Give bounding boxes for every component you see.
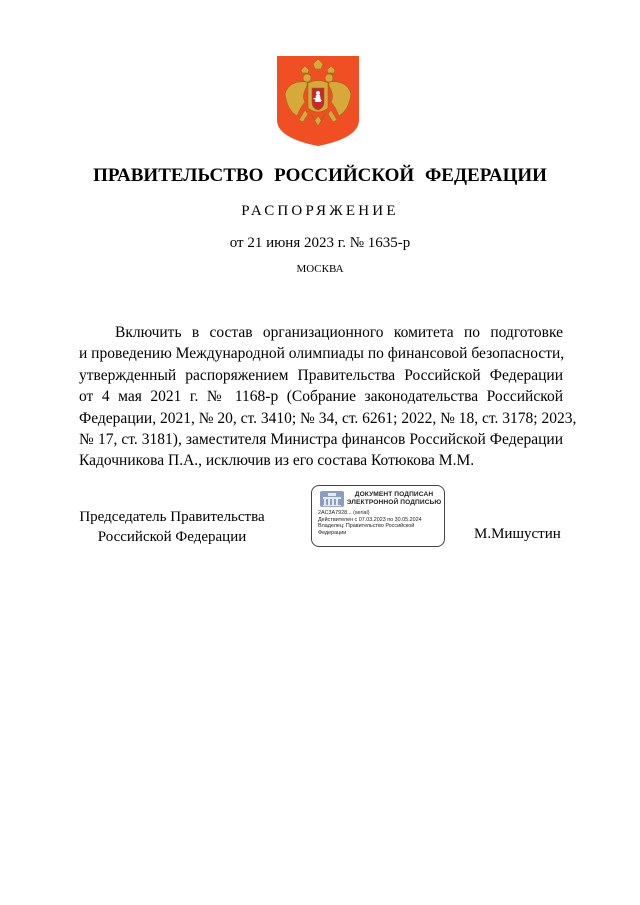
document-type: РАСПОРЯЖЕНИЕ [241,203,399,219]
order-body-text [79,322,577,472]
stamp-certificate: 2AC3A7928... (serial) [318,510,370,516]
body-line: Включить в состав организационного комитета по подготовке [115,324,563,341]
body-line: и проведению Международной олимпиады по финансовой безопасности, [79,345,565,363]
stamp-heading-line: ДОКУМЕНТ ПОДПИСАН [354,491,434,498]
document-date-number: от 21 июня 2023 г. № 1635-р [229,235,411,251]
body-line: Кадочникова П.А., исключив из его состава Котюкова М.М. [79,452,475,470]
signer-position-line: Председатель Правительства [79,509,265,525]
body-line: Федерации, 2021, № 20, ст. 3410; № 34, ст. 6261; 2022, № 18, ст. 3178; 2023, [79,409,577,427]
coat-of-arms-emblem [277,56,359,146]
stamp-heading-line: ЭЛЕКТРОННОЙ ПОДПИСЬЮ [346,499,442,506]
government-building-icon [319,490,345,508]
document-city: МОСКВА [296,263,344,275]
body-line: № 17, ст. 3181), заместителя Министра финансов Российской Федерации [79,431,563,449]
signer-name: М.Мишустин [474,526,561,542]
signer-position [72,507,272,547]
stamp-owner: Федерации [318,529,347,536]
stamp-validity: Действителен с 07.03.2023 по 30.05.2024 [318,516,422,523]
stamp-heading [346,491,442,507]
body-line: от 4 мая 2021 г. № 1168-р (Собрание законодательства Российской [79,388,563,406]
stamp-details [318,510,442,536]
body-line: утвержденный распоряжением Правительства Российской Федерации [79,366,563,384]
electronic-signature-stamp [311,485,445,547]
stamp-owner: Владелец: Правительство Российской [318,523,415,530]
russian-coat-of-arms-icon [277,56,359,146]
government-title: ПРАВИТЕЛЬСТВО РОССИЙСКОЙ ФЕДЕРАЦИИ [93,165,547,186]
signer-position-line: Российской Федерации [97,529,247,545]
